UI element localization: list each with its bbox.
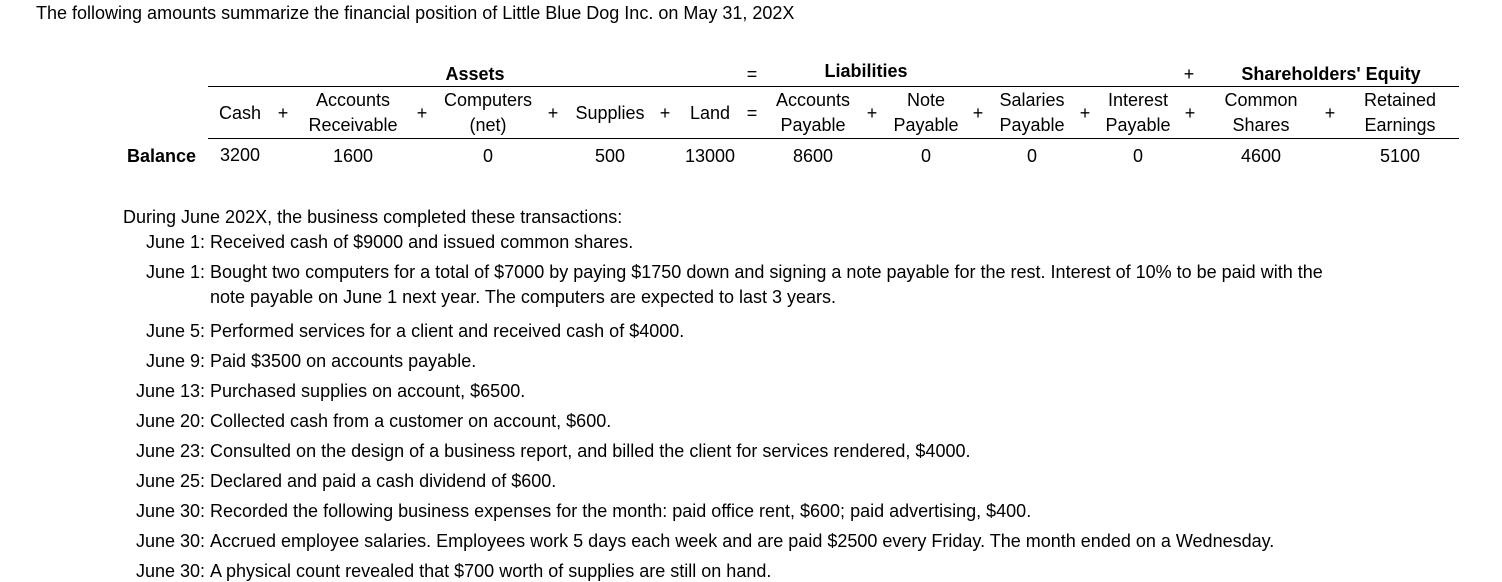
col-header-land: Land: [689, 103, 731, 123]
transaction-date: June 20:: [135, 411, 205, 431]
balance-accounts-receivable: 1600: [332, 146, 374, 166]
plus-sign: +: [1079, 103, 1091, 123]
transaction-text: Received cash of $9000 and issued common shares.: [210, 232, 634, 252]
col-header-cash: Cash: [218, 103, 262, 123]
header-bottom-rule: [208, 138, 1459, 139]
transaction-date: June 30:: [135, 531, 205, 551]
balance-cash: 3200: [219, 145, 261, 165]
transaction-text: Declared and paid a cash dividend of $600.: [210, 471, 557, 491]
plus-sign: +: [659, 103, 671, 123]
transaction-date: June 1:: [145, 262, 205, 282]
transaction-text-continued: note payable on June 1 next year. The computers are expected to last 3 years.: [210, 287, 837, 307]
col-header-computers-net: Computers (net): [443, 90, 533, 135]
transaction-text: Accrued employee salaries. Employees work 5 days each week and are paid $2500 every Friday. The month ended on a Wednesday.: [210, 531, 1275, 551]
balance-interest-payable: 0: [1132, 146, 1144, 166]
balance-supplies: 500: [594, 146, 626, 166]
plus-sign: +: [866, 103, 878, 123]
transaction-text: Purchased supplies on account, $6500.: [210, 381, 526, 401]
transaction-date: June 30:: [135, 561, 205, 581]
col-header-note-payable: Note Payable: [893, 90, 959, 135]
transaction-text: Recorded the following business expenses for the month: paid office rent, $600; paid advertising, $400.: [210, 501, 1032, 521]
equals-sign: =: [746, 64, 758, 84]
balance-land: 13000: [684, 146, 736, 166]
transaction-text: Collected cash from a customer on account, $600.: [210, 411, 612, 431]
plus-sign: +: [416, 103, 428, 123]
transaction-date: June 23:: [135, 441, 205, 461]
group-header-liabilities: Liabilities: [824, 61, 908, 81]
plus-sign: +: [1183, 64, 1195, 84]
transaction-text: Bought two computers for a total of $7000 by paying $1750 down and signing a note payable for the rest. Interest of 10% to be paid with the: [210, 262, 1323, 282]
col-header-interest-payable: Interest Payable: [1105, 90, 1171, 135]
balance-accounts-payable: 8600: [792, 146, 834, 166]
col-header-accounts-payable: Accounts Payable: [775, 90, 851, 135]
header-top-rule: [208, 86, 1459, 87]
balance-note-payable: 0: [920, 146, 932, 166]
balance-row-label: Balance: [127, 146, 197, 166]
transaction-date: June 5:: [145, 321, 205, 341]
plus-sign: +: [1184, 103, 1196, 123]
transaction-text: Paid $3500 on accounts payable.: [210, 351, 477, 371]
intro-text: The following amounts summarize the financial position of Little Blue Dog Inc. on May 31, 202X: [36, 3, 795, 23]
plus-sign: +: [277, 103, 289, 123]
balance-salaries-payable: 0: [1026, 146, 1038, 166]
transaction-date: June 25:: [135, 471, 205, 491]
transaction-date: June 1:: [145, 232, 205, 252]
col-header-salaries-payable: Salaries Payable: [999, 90, 1065, 135]
group-header-shareholders-equity: Shareholders' Equity: [1241, 64, 1421, 84]
transaction-date: June 30:: [135, 501, 205, 521]
col-header-accounts-receivable: Accounts Receivable: [308, 90, 398, 135]
balance-retained-earnings: 5100: [1379, 146, 1421, 166]
transaction-text: Performed services for a client and received cash of $4000.: [210, 321, 685, 341]
balance-common-shares: 4600: [1240, 146, 1282, 166]
group-header-assets: Assets: [445, 64, 505, 84]
transaction-text: Consulted on the design of a business report, and billed the client for services rendered, $4000.: [210, 441, 971, 461]
transaction-date: June 13:: [135, 381, 205, 401]
balance-computers: 0: [482, 146, 494, 166]
transactions-intro: During June 202X, the business completed these transactions:: [123, 207, 623, 227]
col-header-supplies: Supplies: [575, 103, 645, 123]
col-header-common-shares: Common Shares: [1224, 90, 1298, 135]
plus-sign: +: [972, 103, 984, 123]
transaction-date: June 9:: [145, 351, 205, 371]
plus-sign: +: [547, 103, 559, 123]
equals-sign: =: [746, 103, 758, 123]
transaction-text: A physical count revealed that $700 worth of supplies are still on hand.: [210, 561, 772, 581]
plus-sign: +: [1324, 103, 1336, 123]
col-header-retained-earnings: Retained Earnings: [1363, 90, 1437, 135]
